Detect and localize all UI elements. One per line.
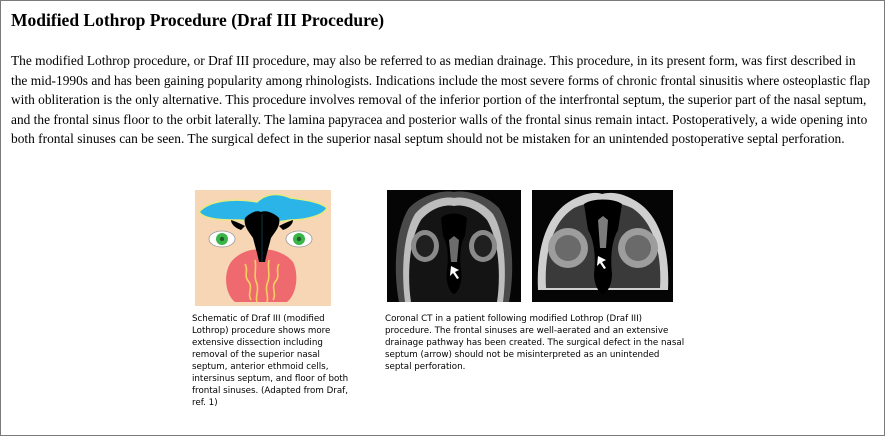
schematic-caption: Schematic of Draf III (modified Lothrop) procedure shows more extensive dissection including removal of the superior nasal septum, anterior ethmoid cells, intersinus septum, and floor of both frontal sinuses. (Adapted from Draf, ref. 1) xyxy=(192,314,349,408)
ct-scan-image-2 xyxy=(532,190,673,302)
page-title: Modified Lothrop Procedure (Draf III Procedure) xyxy=(11,10,385,30)
ct-caption: Coronal CT in a patient following modified Lothrop (Draf III) procedure. The frontal sinuses are well-aerated and an extensive drainage pathway has been created. The surgical defect in the nasal septum (arrow) should not be misinterpreted as an unintended septal perforation. xyxy=(385,314,685,372)
draf-schematic-image xyxy=(195,190,331,306)
body-paragraph: The modified Lothrop procedure, or Draf III procedure, may also be referred to as median drainage. This procedure, in its present form, was first described in the mid-1990s and has been gaining popularity among rhinologists. Indications include the most severe forms of chronic frontal sinusitis where osteoplastic flap with obliteration is the only alternative. This procedure involves removal of the inferior portion of the interfrontal septum, the superior part of the nasal septum, and the frontal sinus floor to the orbit laterally. The lamina papyracea and posterior walls of the frontal sinus remain intact. Postoperatively, a wide opening into both frontal sinuses can be seen. The surgical defect in the superior nasal septum should not be mistaken for an unintended postoperative septal perforation. xyxy=(11,53,871,147)
ct-scan-image-1 xyxy=(387,190,521,302)
